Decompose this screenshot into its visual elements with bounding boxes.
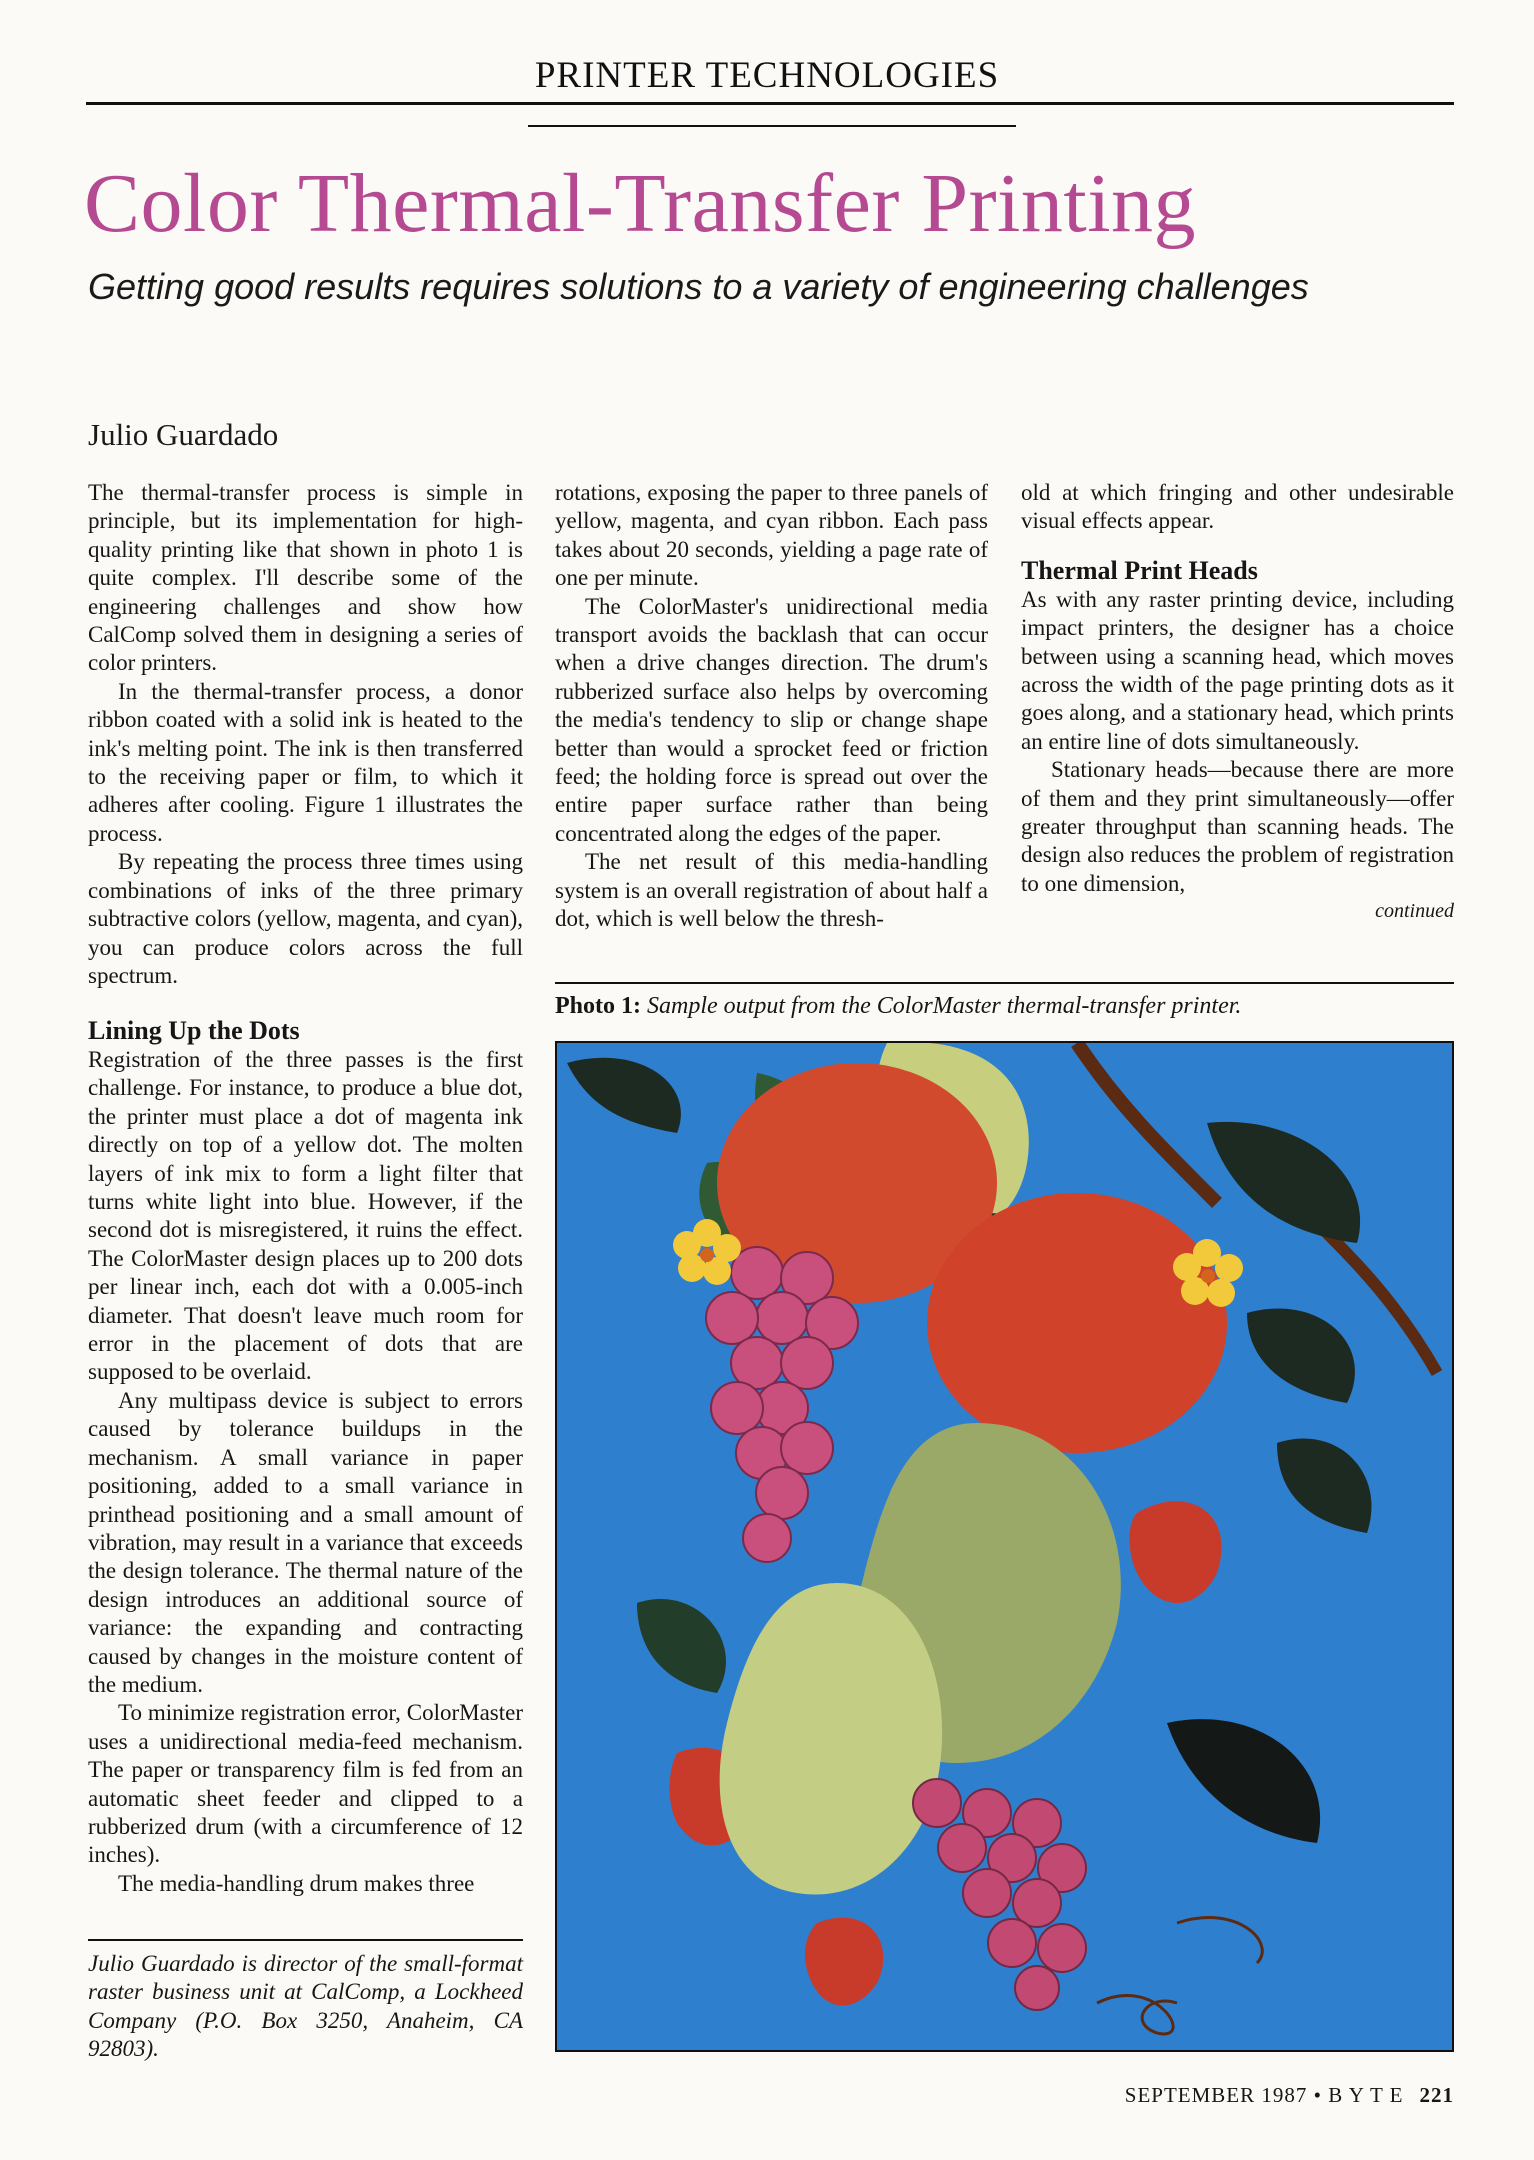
photo-fruit-illustration (555, 1041, 1454, 2052)
bio-rule (88, 1939, 523, 1941)
header-rule (86, 102, 1454, 105)
issue-label: SEPTEMBER 1987 • B Y T E (1124, 2083, 1404, 2107)
continued-label: continued (1375, 900, 1454, 923)
paragraph: The net result of this media-handling system is an overall registration of about half a dot, which is well below the thresh- (555, 849, 988, 932)
paragraph: Any multipass device is subject to errors caused by tolerance buildups in the mechanism. A small variance in paper positioning, added to a small variance in printhead positioning and a small amount of vibration, may result in a variance that exceeds the design tolerance. The thermal nature of the design introduces an additional source of variance: the expanding and contracting caused by changes in the moisture content of the medium. (88, 1387, 523, 1697)
paragraph: Registration of the three passes is the first challenge. For instance, to produce a blue dot, the printer must place a dot of magenta ink directly on top of a yellow dot. The molten layers of ink mix to form a light filter that turns white light into blue. However, if the second dot is misregistered, it ruins the effect. The ColorMaster design places up to 200 dots per linear inch, each dot with a 0.005-inch diameter. That doesn't leave much room for error in the placement of dots that are supposed to be overlaid. (88, 1047, 523, 1385)
paragraph: As with any raster printing device, including impact printers, the designer has a choice between using a scanning head, which moves across the width of the page printing dots as it goes along, and a stationary head, which prints an entire line of dots simultaneously. (1021, 586, 1454, 754)
paragraph: old at which fringing and other undesirable visual effects appear. (1021, 480, 1454, 534)
section-heading: Thermal Print Heads (1021, 555, 1258, 585)
page-footer (1125, 2083, 1454, 2108)
photo-label: Photo 1: (555, 993, 641, 1019)
flower-center (1201, 1269, 1215, 1283)
flower-center (700, 1248, 714, 1262)
section-heading: Lining Up the Dots (88, 1016, 300, 1045)
column-3 (1021, 479, 1454, 924)
header-subrule (528, 125, 1016, 127)
article-title: Color Thermal-Transfer Printing (84, 157, 1197, 250)
section-label: PRINTER TECHNOLOGIES (534, 55, 1000, 96)
paragraph: The ColorMaster's unidirectional media transport avoids the backlash that can occur when a drive changes direction. The drum's rubberized surface also helps by overcoming the media's tendency to slip or change shape better than would a sprocket feed or friction feed; the holding force is spread out over the entire paper surface rather than being concentrated along the edges of the paper. (555, 593, 988, 846)
column-1-lower (88, 1016, 523, 1898)
column-2 (555, 479, 988, 934)
paragraph: In the thermal-transfer process, a donor ribbon coated with a solid ink is heated to the ink's melting point. The ink is then transferred to the receiving paper or film, to which it adheres after cooling. Figure 1 illustrates the process. (88, 678, 523, 846)
photo-rule (555, 982, 1454, 984)
photo-caption (555, 993, 1241, 1020)
paragraph: The thermal-transfer process is simple in principle, but its implementation for high-quality printing like that shown in photo 1 is quite complex. I'll describe some of the engineering challenges and show how CalComp solved them in designing a series of color printers. (88, 480, 523, 676)
author-bio: Julio Guardado is director of the small-format raster business unit at CalComp, a Lockheed Company (P.O. Box 3250, Anaheim, CA 92803). (88, 1951, 523, 2062)
article-subtitle: Getting good results requires solutions to a variety of engineering challenges (88, 266, 1309, 307)
paragraph: To minimize registration error, ColorMaster uses a unidirectional media-feed mechanism. The paper or transparency film is fed from an automatic sheet feeder and clipped to a rubberized drum (with a circumference of 12 inches). (88, 1700, 523, 1868)
paragraph: The media-handling drum makes three (118, 1870, 475, 1896)
paragraph: By repeating the process three times using combinations of inks of the three primary subtractive colors (yellow, magenta, and cyan), you can produce colors across the full spectrum. (88, 849, 523, 988)
page-number: 221 (1419, 2083, 1454, 2107)
apple (927, 1193, 1227, 1453)
fruit-artwork (557, 1043, 1452, 2050)
column-1-upper (88, 479, 523, 990)
paragraph: Stationary heads—because there are more of them and they print simultaneously—offer greater throughput than scanning heads. The design also reduces the problem of registration to one dimension, (1021, 757, 1454, 896)
paragraph: rotations, exposing the paper to three panels of yellow, magenta, and cyan ribbon. Each pass takes about 20 seconds, yielding a page rate of one per minute. (555, 480, 988, 591)
photo-caption-text: Sample output from the ColorMaster thermal-transfer printer. (647, 993, 1242, 1019)
author-byline: Julio Guardado (88, 417, 279, 452)
